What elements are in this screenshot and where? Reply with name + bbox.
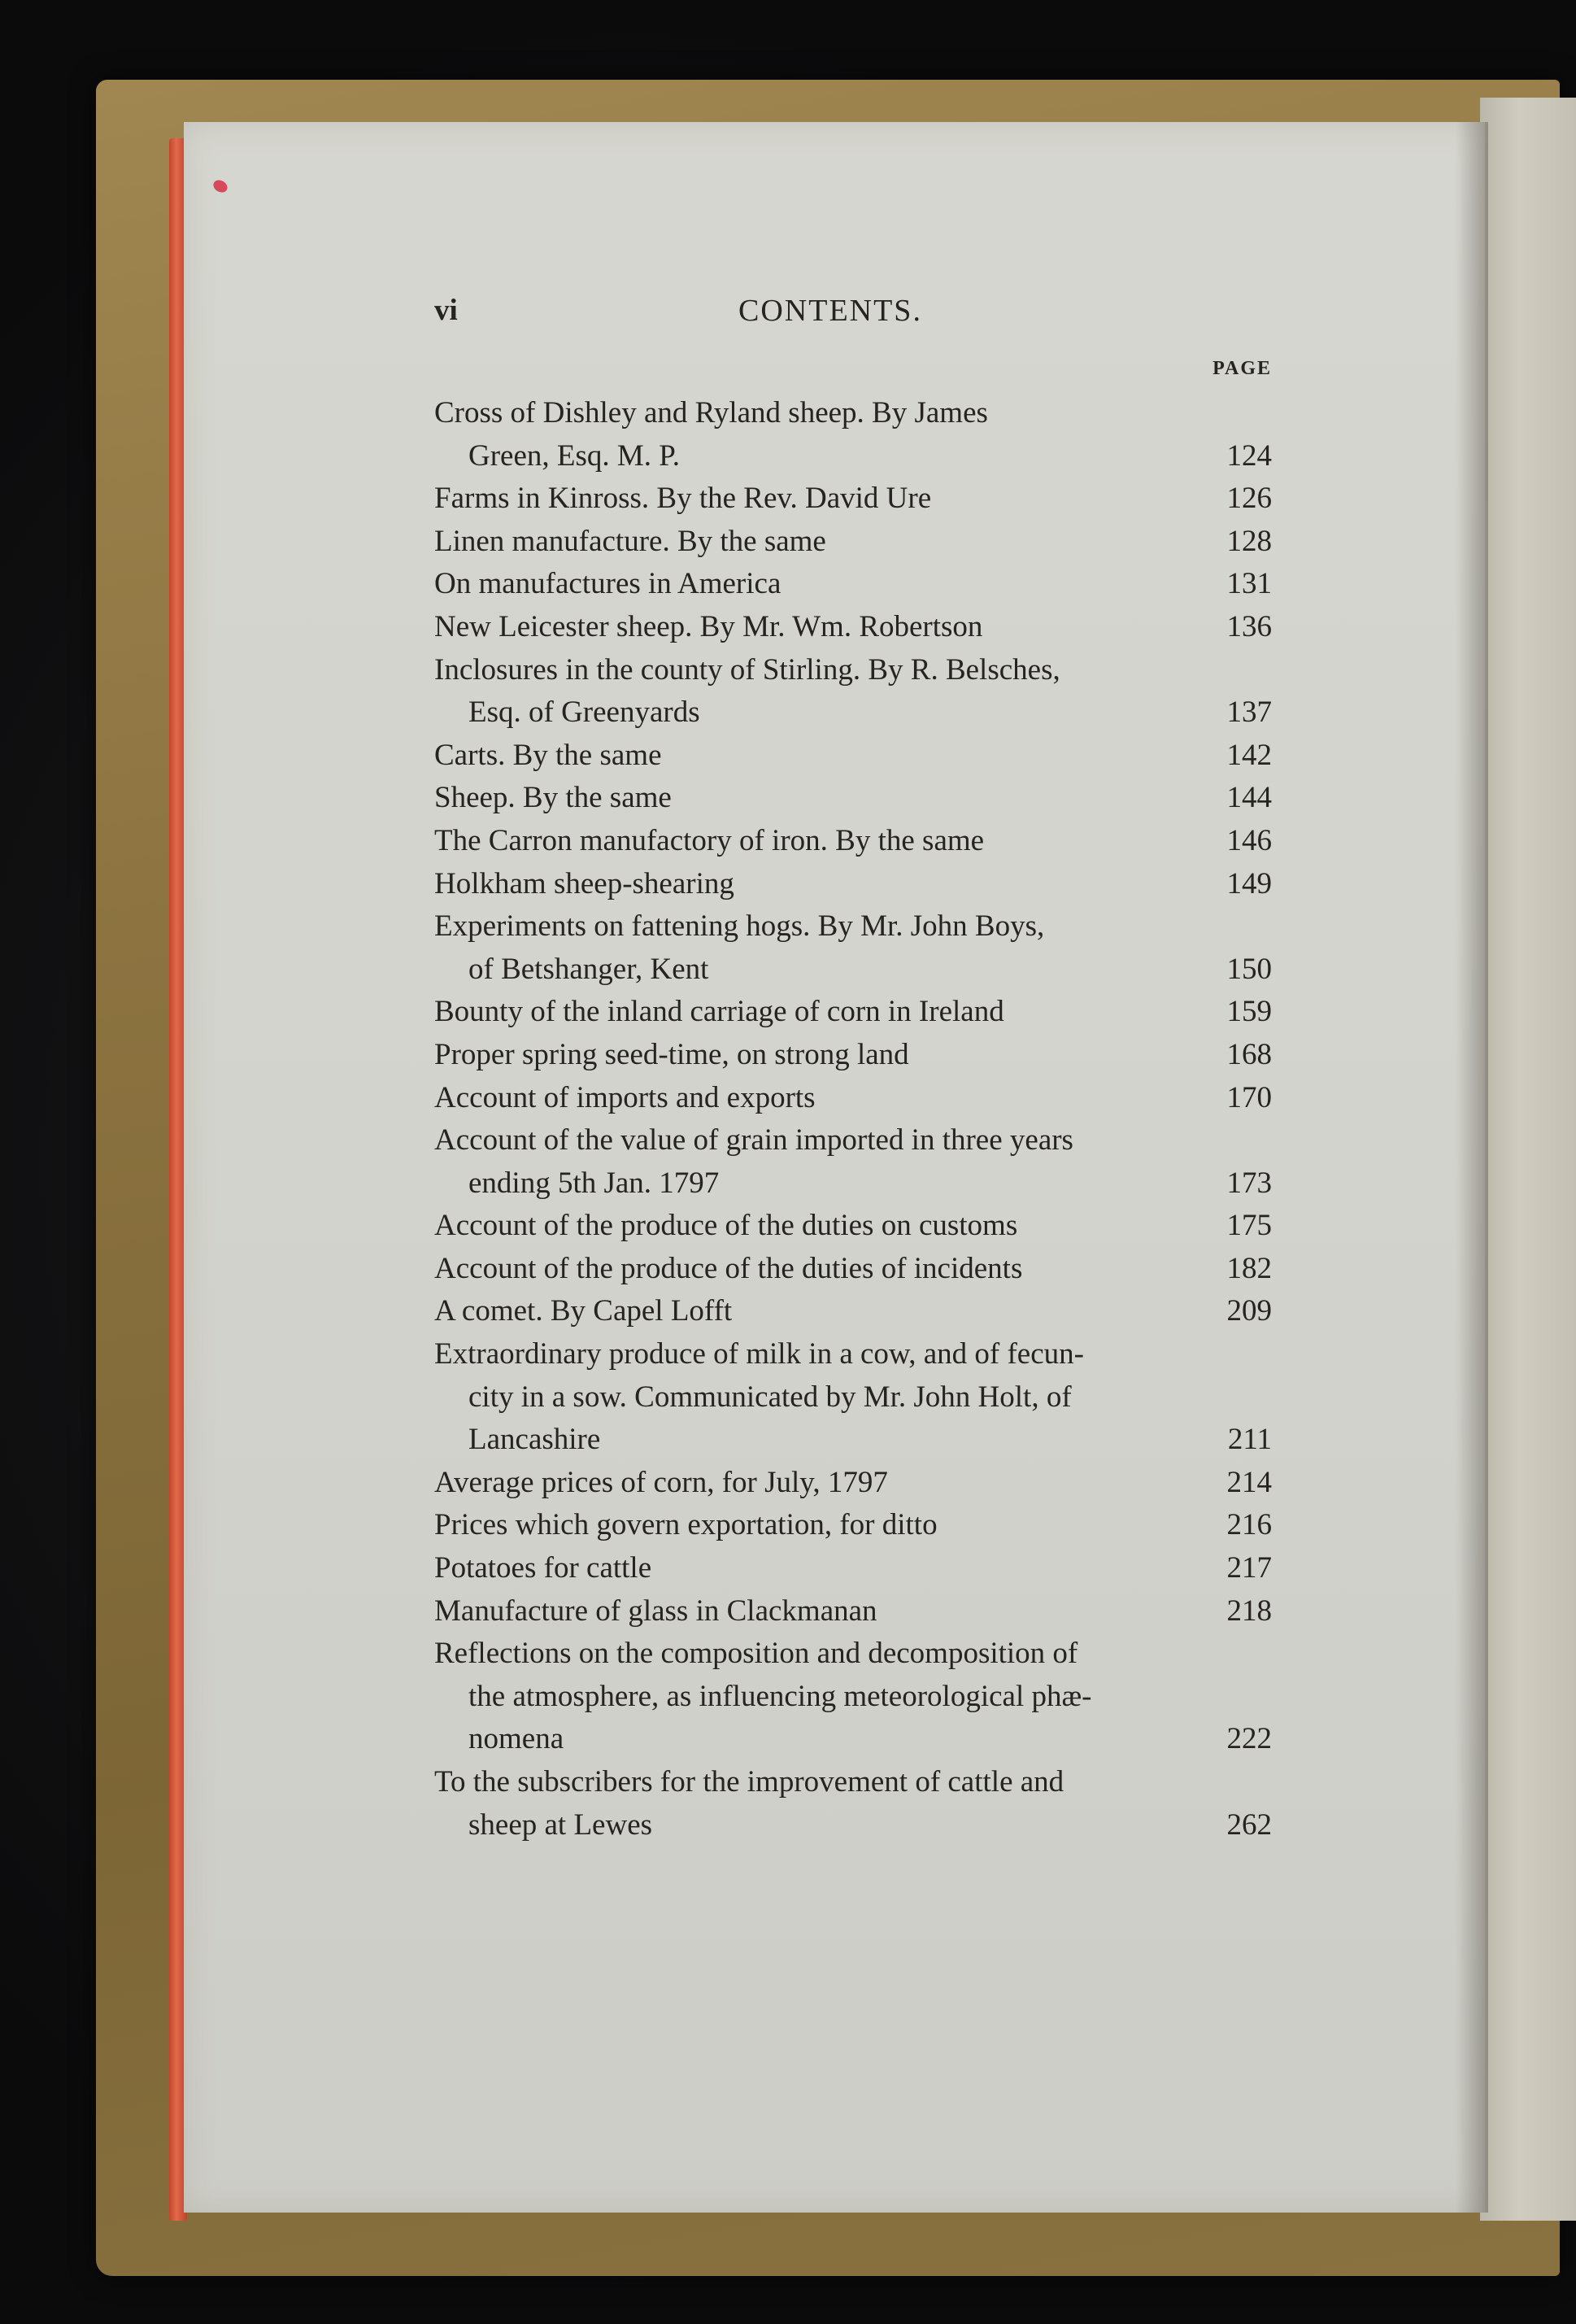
entry-title-line [434, 1077, 1272, 1120]
entry-title-line [434, 820, 1272, 863]
entry-text: To the subscribers for the improvement of cattle and [434, 1765, 1064, 1799]
contents-entry [434, 1034, 1272, 1077]
contents-entry [434, 1504, 1272, 1547]
entry-title-line [434, 1119, 1272, 1162]
entry-page-number: 218 [1226, 1594, 1272, 1628]
entry-text: Potatoes for cattle [434, 1551, 652, 1585]
contents-entry [434, 649, 1272, 735]
entry-title-line [434, 905, 1272, 948]
entry-page-number: 149 [1226, 866, 1272, 900]
entry-text: Sheep. By the same [434, 781, 672, 815]
contents-entry [434, 777, 1272, 820]
entry-text: Reflections on the composition and decomposition of [434, 1637, 1078, 1671]
entry-text: Holkham sheep-shearing [434, 866, 734, 900]
entry-title-line [434, 991, 1272, 1034]
contents-entry [434, 1633, 1272, 1761]
entry-title-line [434, 649, 1272, 692]
contents-entry [434, 1462, 1272, 1505]
contents-entry [434, 1119, 1272, 1205]
folio-number: vi [434, 294, 458, 327]
entry-title-line [434, 1590, 1272, 1633]
entry-title-line [434, 1504, 1272, 1547]
contents-entry [434, 477, 1272, 521]
entry-page-number: 262 [1226, 1807, 1272, 1842]
entry-continuation-line [434, 948, 1272, 992]
entry-text: Bounty of the inland carriage of corn in Ireland [434, 995, 1004, 1029]
entry-text: Lancashire [468, 1423, 601, 1457]
entry-text: Account of the produce of the duties on customs [434, 1209, 1018, 1243]
entry-page-number: 211 [1227, 1423, 1272, 1457]
contents-entry [434, 1761, 1272, 1847]
entry-text: Esq. of Greenyards [468, 695, 700, 730]
entry-title-line [434, 606, 1272, 649]
entry-page-number: 144 [1226, 781, 1272, 815]
entry-text: A comet. By Capel Lofft [434, 1294, 733, 1328]
contents-entry [434, 1205, 1272, 1248]
contents-entry [434, 606, 1272, 649]
entry-title-line [434, 477, 1272, 521]
contents-entry [434, 905, 1272, 991]
entry-title-line [434, 1333, 1272, 1376]
facing-page-edge [1480, 98, 1576, 2221]
page-title: CONTENTS. [738, 294, 922, 328]
entry-title-line [434, 735, 1272, 778]
entry-continuation-line [434, 1718, 1272, 1761]
entry-page-number: 182 [1226, 1251, 1272, 1285]
entry-page-number: 217 [1226, 1551, 1272, 1585]
page-header [434, 293, 1272, 342]
entry-page-number: 214 [1226, 1465, 1272, 1499]
entry-continuation-line [434, 435, 1272, 478]
contents-text-block [434, 293, 1272, 1847]
entry-page-number: 131 [1226, 567, 1272, 601]
entry-text: city in a sow. Communicated by Mr. John Holt, of [468, 1380, 1072, 1414]
entry-title-line [434, 863, 1272, 906]
entry-title-line [434, 1290, 1272, 1333]
entry-page-number: 216 [1226, 1508, 1272, 1542]
entry-page-number: 222 [1226, 1722, 1272, 1756]
entry-text: Manufacture of glass in Clackmanan [434, 1594, 877, 1628]
entry-continuation-line [434, 1676, 1272, 1719]
contents-list [434, 392, 1272, 1847]
entry-title-line [434, 1462, 1272, 1505]
contents-entry [434, 1333, 1272, 1462]
entry-text: Farms in Kinross. By the Rev. David Ure [434, 482, 932, 516]
entry-title-line [434, 1761, 1272, 1804]
entry-text: Extraordinary produce of milk in a cow, and of fecun- [434, 1337, 1084, 1371]
entry-text: Experiments on fattening hogs. By Mr. John Boys, [434, 909, 1045, 944]
entry-continuation-line [434, 691, 1272, 735]
page-column-heading: PAGE [1212, 358, 1272, 379]
entry-page-number: 126 [1226, 482, 1272, 516]
entry-page-number: 128 [1226, 524, 1272, 558]
entry-title-line [434, 777, 1272, 820]
entry-text: On manufactures in America [434, 567, 781, 601]
contents-entry [434, 863, 1272, 906]
entry-continuation-line [434, 1419, 1272, 1462]
contents-entry [434, 991, 1272, 1034]
entry-page-number: 168 [1226, 1037, 1272, 1071]
entry-text: Account of the produce of the duties of incidents [434, 1251, 1023, 1285]
entry-continuation-line [434, 1162, 1272, 1206]
entry-page-number: 209 [1226, 1294, 1272, 1328]
contents-entry [434, 1590, 1272, 1633]
contents-entry [434, 820, 1272, 863]
entry-title-line [434, 1034, 1272, 1077]
entry-page-number: 124 [1226, 438, 1272, 473]
entry-page-number: 146 [1226, 823, 1272, 857]
entry-page-number: 170 [1226, 1080, 1272, 1114]
entry-text: Account of imports and exports [434, 1080, 816, 1114]
entry-text: Linen manufacture. By the same [434, 524, 826, 558]
entry-title-line [434, 521, 1272, 564]
entry-page-number: 150 [1226, 952, 1272, 986]
entry-text: Proper spring seed-time, on strong land [434, 1037, 909, 1071]
contents-entry [434, 521, 1272, 564]
entry-text: nomena [468, 1722, 564, 1756]
entry-text: Account of the value of grain imported in three years [434, 1123, 1073, 1158]
entry-title-line [434, 1547, 1272, 1590]
entry-page-number: 137 [1226, 695, 1272, 730]
entry-title-line [434, 1205, 1272, 1248]
entry-title-line [434, 392, 1272, 435]
contents-entry [434, 392, 1272, 477]
gutter-shadow [1456, 122, 1488, 2213]
contents-entry [434, 1248, 1272, 1291]
entry-page-number: 173 [1226, 1166, 1272, 1200]
contents-entry [434, 1547, 1272, 1590]
entry-text: New Leicester sheep. By Mr. Wm. Robertson [434, 609, 983, 643]
entry-text: ending 5th Jan. 1797 [468, 1166, 720, 1200]
contents-entry [434, 563, 1272, 606]
entry-page-number: 142 [1226, 738, 1272, 772]
entry-continuation-line [434, 1804, 1272, 1847]
entry-text: the atmosphere, as influencing meteorological phæ- [468, 1679, 1092, 1713]
entry-title-line [434, 1248, 1272, 1291]
entry-text: sheep at Lewes [468, 1807, 653, 1842]
entry-text: Average prices of corn, for July, 1797 [434, 1465, 888, 1499]
contents-entry [434, 1077, 1272, 1120]
entry-text: Cross of Dishley and Ryland sheep. By James [434, 396, 988, 429]
entry-title-line [434, 1633, 1272, 1676]
entry-continuation-line [434, 1376, 1272, 1419]
contents-entry [434, 1290, 1272, 1333]
entry-page-number: 159 [1226, 995, 1272, 1029]
entry-title-line [434, 563, 1272, 606]
entry-page-number: 136 [1226, 609, 1272, 643]
contents-entry [434, 735, 1272, 778]
entry-text: Inclosures in the county of Stirling. By R. Belsches, [434, 652, 1060, 687]
entry-text: Green, Esq. M. P. [468, 438, 681, 473]
entry-text: Carts. By the same [434, 738, 662, 772]
entry-text: of Betshanger, Kent [468, 952, 709, 986]
entry-text: The Carron manufactory of iron. By the same [434, 823, 985, 857]
entry-page-number: 175 [1226, 1209, 1272, 1243]
entry-text: Prices which govern exportation, for ditto [434, 1508, 938, 1542]
